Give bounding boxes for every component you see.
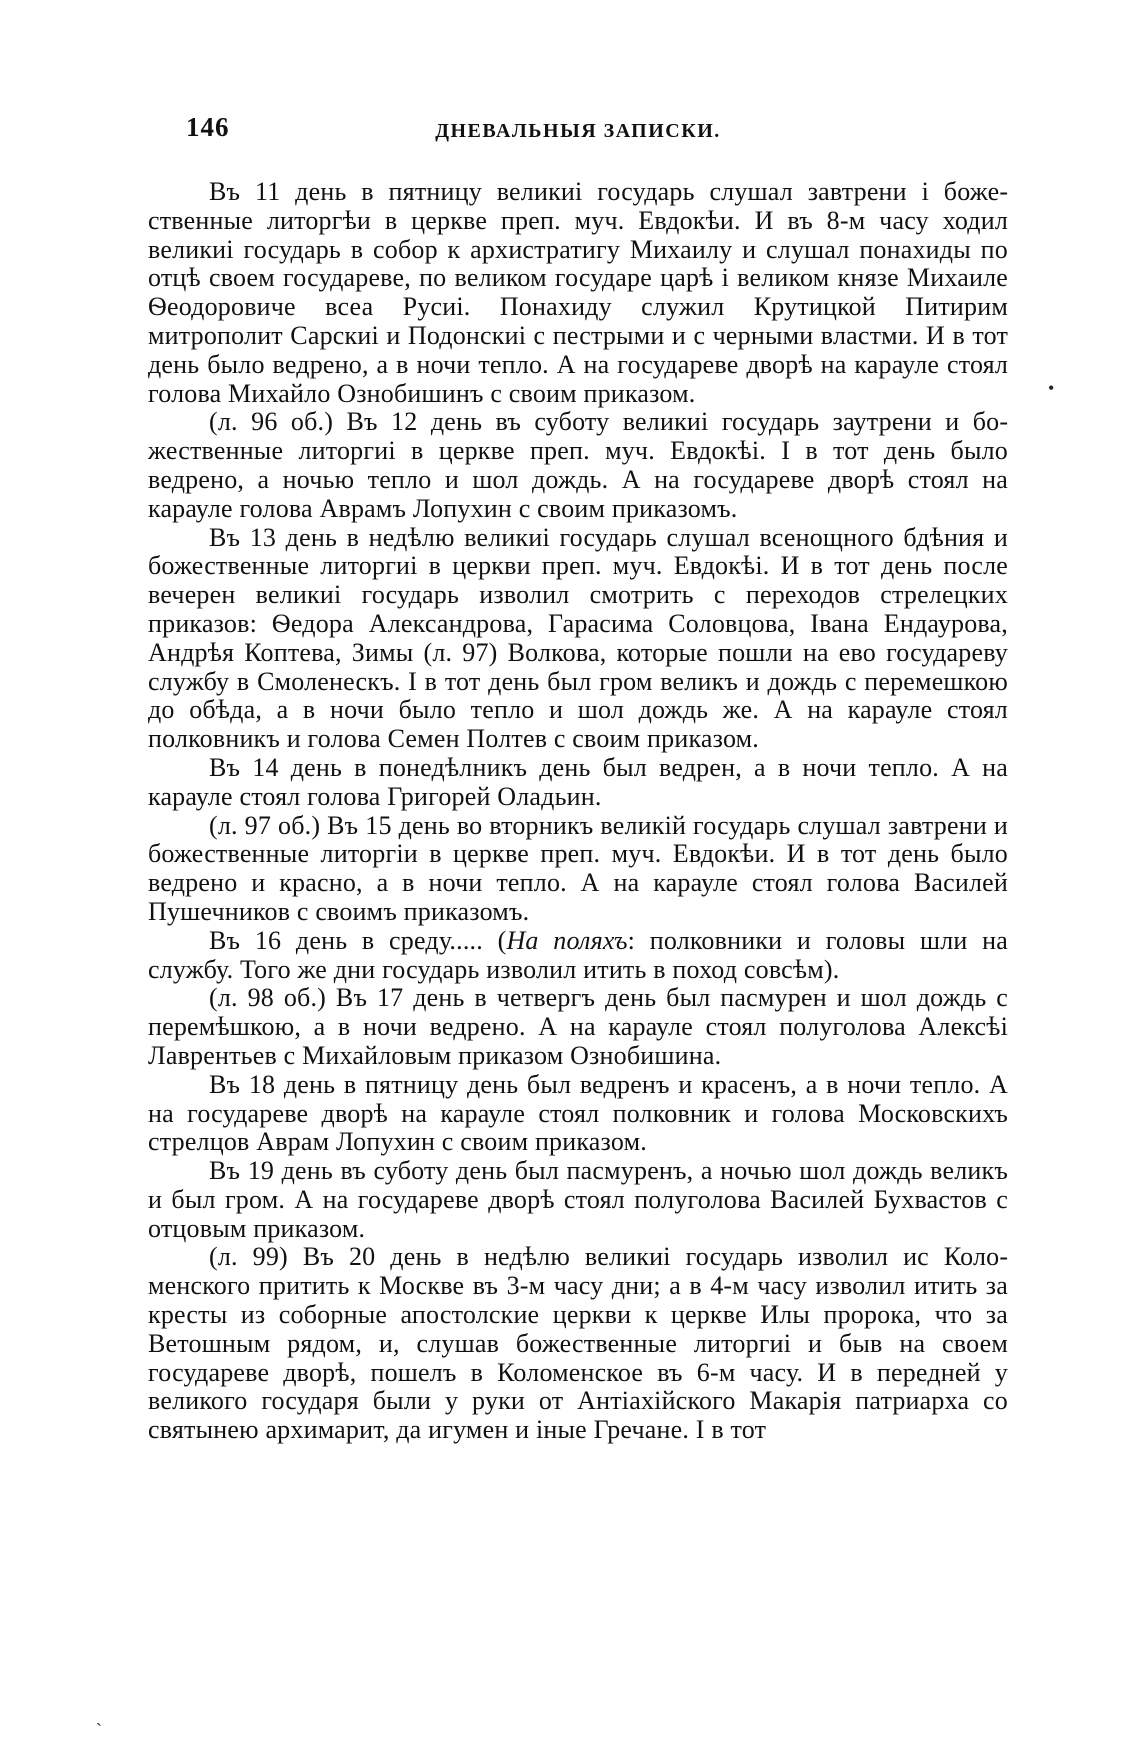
- paragraph-day-18: Въ 18 день в пятницу день был ведренъ и красенъ, а в ночи тепло. А на государеве дворѣ на карауле стоял полковник и голова Московскихъ стрелцов Аврам Лопухин с своим приказом.: [148, 1069, 1008, 1157]
- page-header: [148, 112, 1008, 152]
- paragraph-day-13: Въ 13 день в недѣлю великиі государь слушал всенощного бдѣния и божественные литоргиі в церкви преп. муч. Евдокѣі. И в тот день после вечерен великиі государь изволил смотрить с переходов стрелецких приказов: Ѳедора Александрова, Гарасима Соловцова, Івана Ендаурова, Андрѣя Коптева, Зимы (л. 97) Волкова, которые пошли на ево государеву службу в Смоленескъ. І в тот день был гром великъ и дождь с перемешкою до обѣда, а в ночи было тепло и шол дождь же. А на карауле стоял полковникъ и голова Семен Полтев с своим приказом.: [148, 522, 1008, 754]
- body-text: [148, 178, 1008, 1445]
- margin-note-label: На поляхъ: [506, 925, 628, 955]
- paragraph-day-12: (л. 96 об.) Въ 12 день въ суботу великиі государь заутрени и божественные литоргиі в церкве преп. муч. Евдокѣі. І в тот день было ведрено, а ночью тепло и шол дождь. А на государеве дворѣ стоял на карауле голова Аврамъ Лопухин с своим приказомъ.: [148, 407, 1008, 523]
- page-number: 146: [186, 112, 230, 142]
- margin-dot: •: [1048, 378, 1055, 398]
- paragraph-day-19: Въ 19 день въ суботу день был пасмуренъ, а ночью шол дождь великъ и был гром. А на государеве дворѣ стоял полуголова Василей Бухвастов с отцовым приказом.: [148, 1156, 1008, 1243]
- paragraph-day-16-end: : полковники и головы шли на службу. Того же дни государь изволил итить в поход совсѣм).: [148, 925, 1008, 984]
- paragraph-day-15: (л. 97 об.) Въ 15 день во вторникъ великій государь слушал завтрени и божественные литоргіи в церкве преп. муч. Евдокѣи. И в тот день было ведрено и красно, а в ночи тепло. А на карауле стоял голова Василей Пушечников с своимъ приказомъ.: [148, 810, 1008, 926]
- margin-tick: ˎ: [96, 1706, 102, 1726]
- paragraph-day-20: (л. 99) Въ 20 день в недѣлю великиі государь изволил ис Коломенского притить к Москве въ 3-м часу дни; а в 4-м часу изволил итить за кресты из соборные апостолские церкви к церкве Илы пророка, что за Ветошным рядом, и, слушав божественные литоргиі и быв на своем государеве дворѣ, пошелъ в Коломенское въ 6-м часу. И в передней у великого государя были у руки от Антіахійского Макарія патриарха со святынею архимарит, да игумен и іные Гречане. І в тот: [148, 1242, 1008, 1445]
- paragraph-day-16-start: Въ 16 день в среду..... (: [209, 925, 507, 955]
- running-title: ДНЕВАЛЬНЫЯ ЗАПИСКИ.: [435, 120, 721, 142]
- paragraph-day-11: Въ 11 день в пятницу великиі государь слушал завтрени і божественные литоргѣи в церкве преп. муч. Евдокѣи. И въ 8-м часу ходил великиі государь в собор к архистратигу Михаилу и слушал понахиды по отцѣ своем государеве, по великом государе царѣ і великом князе Михаиле Ѳеодоровиче всеа Русиі. Понахиду служил Крутицкой Питирим митрополит Сарскиі и Подонскиі с пестрыми и с черными властми. И в тот день было ведрено, а в ночи тепло. А на государеве дворѣ на карауле стоял голова Михайло Ознобишинъ с своим приказом.: [148, 177, 1008, 408]
- paragraph-day-17: (л. 98 об.) Въ 17 день в четвергъ день был пасмурен и шол дождь с перемѣшкою, а в ночи ведрено. А на карауле стоял полуголова Алексѣі Лаврентьев с Михайловым приказом Ознобишина.: [148, 983, 1008, 1070]
- paragraph-day-16: [148, 927, 1008, 985]
- paragraph-day-14: Въ 14 день в понедѣлникъ день был ведрен, а в ночи тепло. А на карауле стоял голова Григорей Оладьин.: [148, 752, 1008, 811]
